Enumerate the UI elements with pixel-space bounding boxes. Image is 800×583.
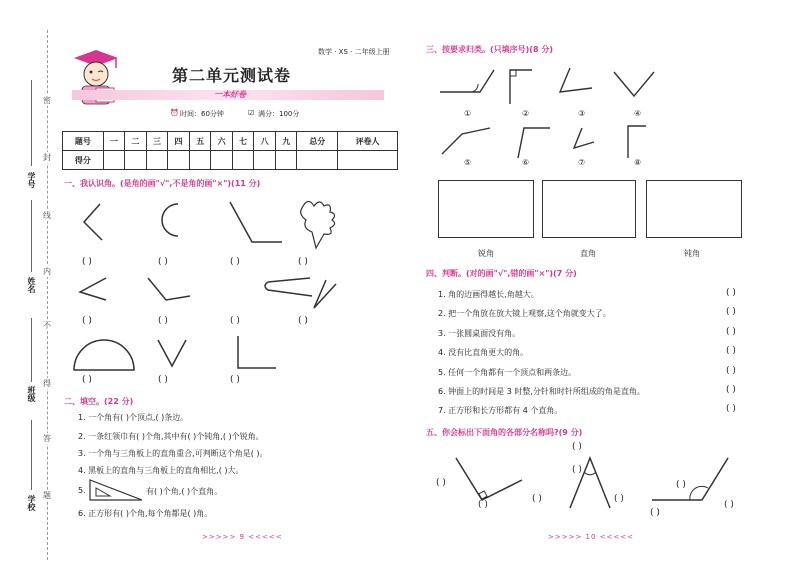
judge-item: 6. 钟面上的时间是 3 时整,分针和时针所组成的角是直角。 — [438, 387, 645, 396]
binding-strip — [0, 0, 64, 583]
score-input-cell[interactable] — [125, 151, 147, 170]
score-cell: 八 — [254, 132, 276, 151]
angle-3 — [560, 68, 592, 92]
full-score: 满分：100分 — [258, 110, 300, 118]
seal-char: 封 — [43, 153, 51, 162]
answer-paren[interactable]: ( ) — [82, 375, 92, 385]
seal-char: 线 — [43, 211, 51, 220]
part-label-answer[interactable]: ( ) — [724, 500, 734, 510]
judge-item: 3. 一张圆桌面没有角。 — [438, 329, 521, 338]
acute-angle-box[interactable] — [438, 180, 534, 238]
score-input-cell[interactable] — [275, 151, 297, 170]
fill-question-2[interactable]: 2. 一条红领巾有( )个角,其中有( )个钝角,( )个锐角。 — [78, 432, 264, 441]
score-cell: 题号 — [63, 132, 104, 151]
check-icon: ☑ — [248, 109, 255, 117]
right-angle-box[interactable] — [542, 180, 636, 238]
part-label-answer[interactable]: ( ) — [478, 500, 488, 510]
figure-8 — [314, 280, 336, 308]
fill-question-5-number: 5. — [78, 486, 86, 495]
label-angle-3 — [652, 458, 728, 500]
score-cell: 九 — [275, 132, 297, 151]
judge-answer[interactable]: ( ) — [726, 404, 736, 414]
fill-question-5[interactable]: 有( )个角,( )个直角。 — [146, 487, 223, 496]
judge-answer[interactable]: ( ) — [726, 307, 736, 317]
clock-icon: ⏰ — [170, 109, 179, 117]
score-input-cell[interactable] — [338, 151, 398, 170]
fill-question-6[interactable]: 6. 正方形有( )个角,每个角都是( )角。 — [78, 509, 213, 518]
angle-4 — [614, 72, 654, 96]
angle-number: ⑥ — [522, 158, 530, 167]
angle-6 — [518, 128, 550, 158]
answer-paren[interactable]: ( ) — [230, 316, 240, 326]
section-4-title: 四、判断。(对的画"√",错的画"×")(7 分) — [426, 269, 577, 278]
score-cell: 四 — [168, 132, 190, 151]
score-table — [62, 131, 398, 170]
seal-char: 得 — [43, 379, 51, 388]
answer-paren[interactable]: ( ) — [82, 257, 92, 267]
seal-char: 题 — [43, 491, 51, 500]
judge-item: 4. 没有比直角更大的角。 — [438, 348, 529, 357]
angle-number: ③ — [578, 109, 586, 118]
angle-8 — [628, 126, 646, 158]
score-input-cell[interactable] — [211, 151, 233, 170]
angle-2 — [510, 70, 532, 104]
section-1-title: 一、我认识角。(是角的画"√",不是角的画"×")(11 分) — [64, 179, 261, 188]
angle-number: ④ — [634, 109, 642, 118]
student-id-label: 学号 — [27, 172, 36, 188]
score-input-cell[interactable] — [297, 151, 338, 170]
page-number-left: >>>>> 9 <<<<< — [202, 533, 283, 541]
answer-paren[interactable]: ( ) — [230, 257, 240, 267]
judge-answer[interactable]: ( ) — [726, 327, 736, 337]
angle-7 — [574, 128, 594, 148]
figure-2 — [162, 204, 178, 236]
figure-3 — [230, 202, 282, 242]
obtuse-angle-label: 钝角 — [684, 249, 700, 258]
seal-char: 不 — [43, 321, 51, 330]
angle-number: ⑧ — [634, 158, 642, 167]
judge-answer[interactable]: ( ) — [726, 288, 736, 298]
school-line[interactable] — [31, 420, 32, 490]
score-cell: 七 — [232, 132, 254, 151]
figure-5 — [80, 278, 106, 300]
score-input-cell[interactable] — [146, 151, 168, 170]
acute-angle-label: 锐角 — [478, 249, 494, 258]
series-label: 数学 · XS · 二年级上册 — [318, 48, 390, 56]
right-angle-label: 直角 — [580, 249, 596, 258]
figure-6 — [148, 278, 190, 300]
angle-1 — [440, 70, 494, 92]
section-3-title: 三、按要求归类。(只填序号)(8 分) — [426, 45, 553, 54]
seal-char: 密 — [43, 96, 51, 105]
figure-9 — [74, 340, 134, 370]
judge-item: 5. 任何一个角都有一个顶点和两条边。 — [438, 368, 577, 377]
part-label-answer[interactable]: ( ) — [614, 494, 624, 504]
judge-answer[interactable]: ( ) — [726, 366, 736, 376]
angle-number: ① — [464, 109, 472, 118]
judge-item: 2. 把一个角放在放大镜上观察,这个角就变大了。 — [438, 309, 611, 318]
score-cell: 二 — [125, 132, 147, 151]
brand-logo: 一本好卷 — [214, 90, 246, 99]
angle-2-right-mark — [510, 70, 516, 76]
part-label-answer[interactable]: ( ) — [532, 494, 542, 504]
name-line[interactable] — [31, 200, 32, 272]
score-input-cell[interactable] — [103, 151, 125, 170]
score-cell: 一 — [103, 132, 125, 151]
left-page — [62, 0, 402, 583]
label-angle-2-arc — [584, 472, 596, 475]
seal-char: 内 — [43, 267, 51, 276]
answer-paren[interactable]: ( ) — [158, 257, 168, 267]
angle-number: ② — [522, 109, 530, 118]
score-cell: 五 — [189, 132, 211, 151]
part-label-answer[interactable]: ( ) — [572, 442, 582, 452]
seal-char: 答 — [43, 434, 51, 443]
right-page — [418, 0, 788, 583]
figure-10 — [158, 340, 186, 366]
answer-paren[interactable]: ( ) — [158, 316, 168, 326]
part-label-answer[interactable]: ( ) — [650, 508, 660, 518]
angle-5 — [442, 128, 490, 154]
part-label-answer[interactable]: ( ) — [436, 478, 446, 488]
label-angle-1 — [456, 458, 522, 500]
label-angle-3-arc — [690, 486, 708, 500]
judge-item: 7. 正方形和长方形都有 4 个直角。 — [438, 406, 563, 415]
section-5-angles — [438, 444, 768, 524]
part-label-answer[interactable]: ( ) — [572, 465, 582, 475]
seal-line — [47, 30, 48, 560]
section-5-title: 五、你会标出下面角的各部分名称吗?(9 分) — [426, 428, 583, 437]
name-label: 姓名 — [27, 277, 36, 293]
figure-7 — [265, 278, 312, 296]
score-table-header-row — [63, 132, 398, 151]
score-cell: 六 — [211, 132, 233, 151]
student-id-line[interactable] — [31, 80, 32, 166]
figure-4 — [301, 201, 335, 248]
judge-answer[interactable]: ( ) — [726, 346, 736, 356]
score-input-cell[interactable] — [254, 151, 276, 170]
class-line[interactable] — [31, 318, 32, 382]
score-cell: 三 — [146, 132, 168, 151]
time-limit: 时间：60分钟 — [180, 110, 224, 118]
judge-item: 1. 角的边画得越长,角越大。 — [438, 290, 539, 299]
score-cell: 评卷人 — [338, 132, 398, 151]
section-1-figures — [62, 192, 362, 392]
score-input-cell[interactable] — [232, 151, 254, 170]
angle-number: ⑤ — [464, 158, 472, 167]
obtuse-angle-box[interactable] — [646, 180, 742, 238]
answer-paren[interactable]: ( ) — [298, 257, 308, 267]
score-cell: 总分 — [297, 132, 338, 151]
school-label: 学校 — [27, 495, 36, 511]
score-input-cell[interactable] — [168, 151, 190, 170]
page-number-right: >>>>> 10 <<<<< — [548, 533, 635, 541]
page-title: 第二单元测试卷 — [172, 66, 292, 85]
score-input-cell[interactable] — [189, 151, 211, 170]
figure-1 — [84, 204, 102, 240]
fill-question-4[interactable]: 4. 黑板上的直角与三角板上的直角相比,( )大。 — [78, 466, 244, 475]
fill-question-1[interactable]: 1. 一个角有( )个顶点,( )条边。 — [78, 413, 189, 422]
answer-paren[interactable]: ( ) — [82, 316, 92, 326]
score-row-label: 得分 — [63, 151, 104, 170]
judge-answer[interactable]: ( ) — [726, 385, 736, 395]
angle-number: ⑦ — [578, 158, 586, 167]
figure-11 — [238, 336, 276, 368]
answer-paren[interactable]: ( ) — [230, 375, 240, 385]
section-2-title: 二、填空。(22 分) — [64, 397, 134, 406]
answer-paren[interactable]: ( ) — [158, 375, 168, 385]
angle-1-arc — [472, 84, 478, 92]
fill-question-3[interactable]: 3. 一个角与三角板上的直角重合,可判断这个角是( )。 — [78, 449, 268, 458]
answer-paren[interactable]: ( ) — [298, 316, 308, 326]
set-square-icon — [88, 478, 144, 502]
class-label: 班级 — [27, 386, 36, 402]
part-label-answer[interactable]: ( ) — [676, 480, 686, 490]
score-table-score-row — [63, 151, 398, 170]
